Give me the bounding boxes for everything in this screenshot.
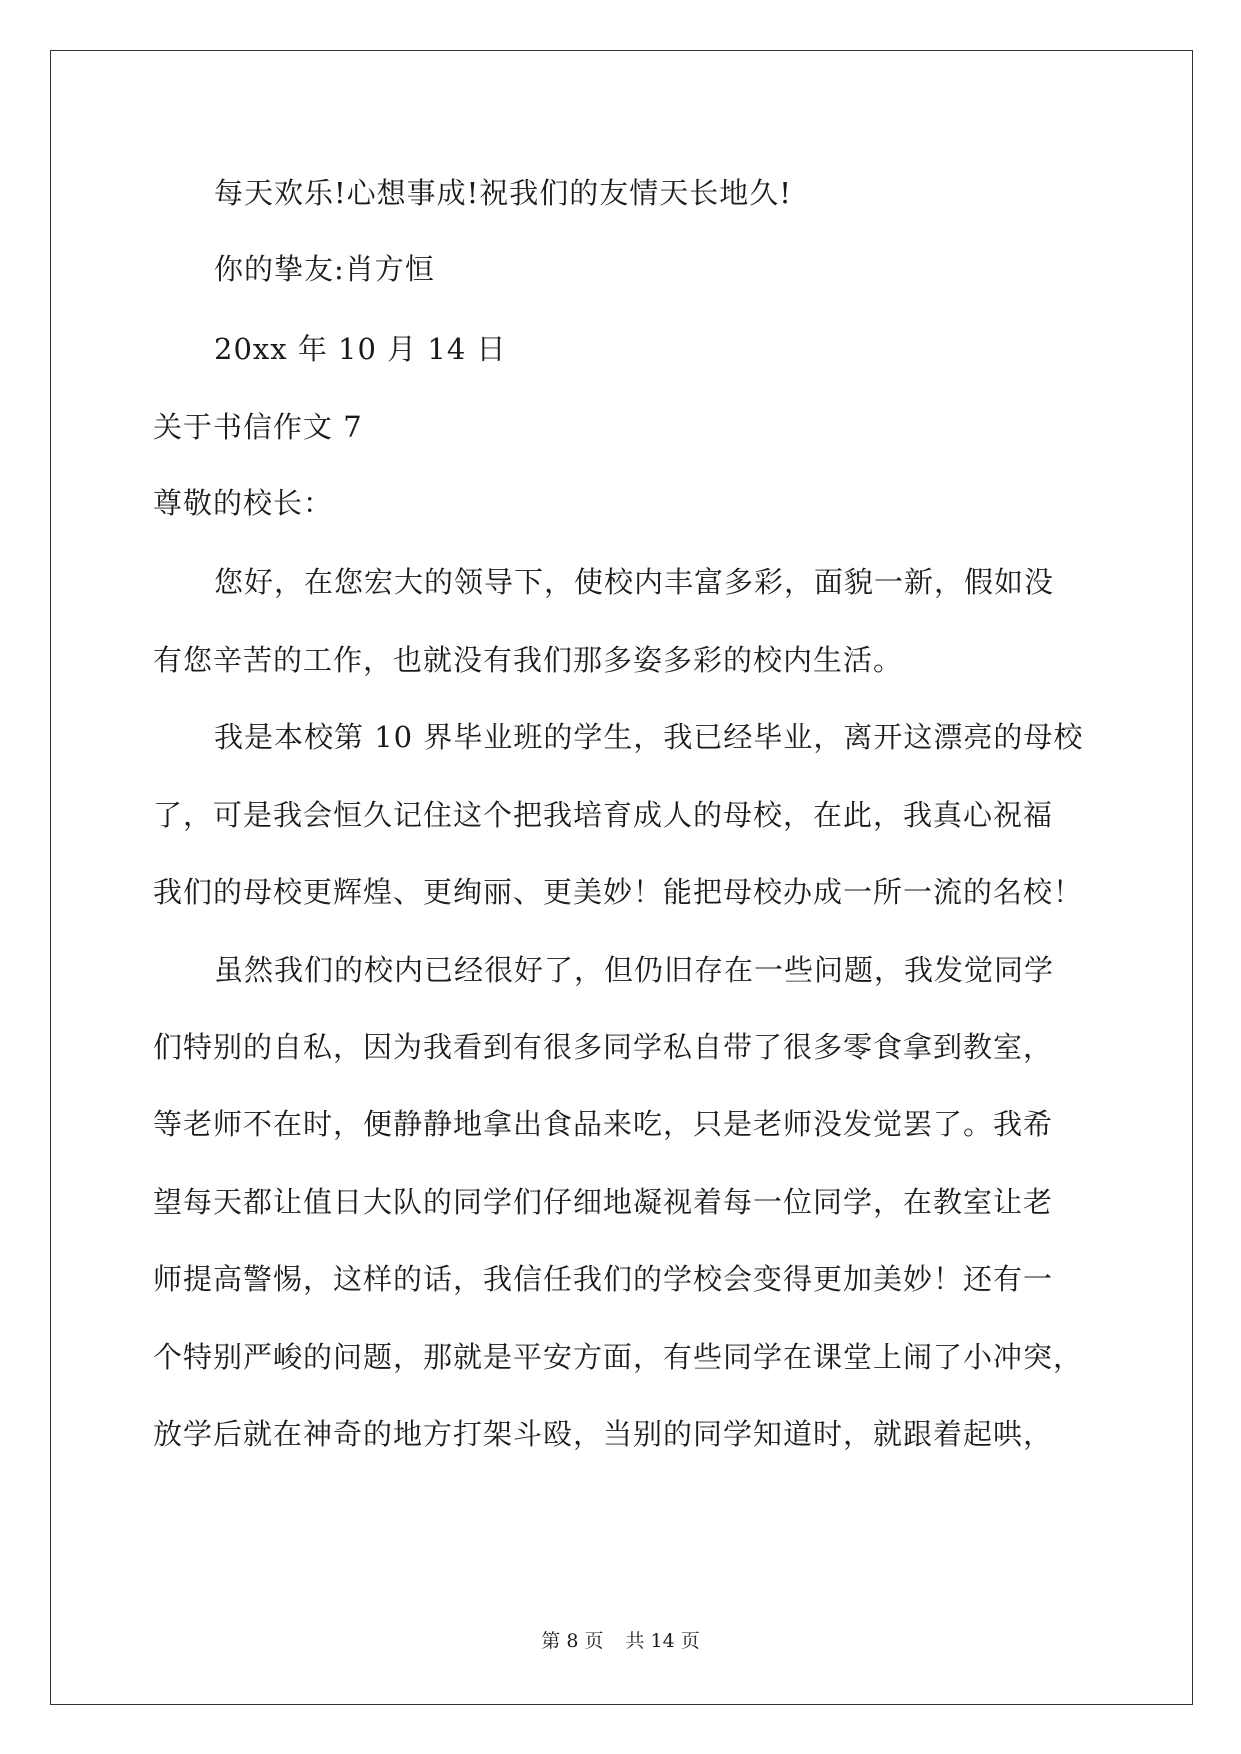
body-line: 等老师不在时，便静静地拿出食品来吃，只是老师没发觉罢了。我希 <box>153 1107 1054 1141</box>
body-line: 有您辛苦的工作，也就没有我们那多姿多彩的校内生活。 <box>153 643 904 677</box>
signature-line: 你的挚友:肖方恒 <box>214 252 435 286</box>
total-page-count: 共 14 页 <box>625 1630 700 1652</box>
current-page-number: 第 8 页 <box>541 1630 604 1652</box>
body-line: 虽然我们的校内已经很好了，但仍旧存在一些问题，我发觉同学 <box>214 953 1055 987</box>
body-line: 放学后就在神奇的地方打架斗殴，当别的同学知道时，就跟着起哄， <box>153 1417 1054 1451</box>
body-line: 望每天都让值日大队的同学们仔细地凝视着每一位同学，在教室让老 <box>153 1185 1054 1219</box>
body-line: 们特别的自私，因为我看到有很多同学私自带了很多零食拿到教室， <box>153 1030 1054 1064</box>
body-line: 师提高警惕，这样的话，我信任我们的学校会变得更加美妙！还有一 <box>153 1262 1054 1296</box>
closing-wish-line: 每天欢乐!心想事成!祝我们的友情天长地久! <box>214 176 792 210</box>
body-line: 我是本校第 10 界毕业班的学生，我已经毕业，离开这漂亮的母校 <box>214 720 1084 754</box>
section-heading: 关于书信作文 7 <box>153 410 363 444</box>
body-line: 您好，在您宏大的领导下，使校内丰富多彩，面貌一新，假如没 <box>214 565 1055 599</box>
salutation-line: 尊敬的校长： <box>153 486 334 520</box>
page-footer <box>0 1628 1241 1654</box>
date-line: 20xx 年 10 月 14 日 <box>214 332 507 366</box>
body-line: 我们的母校更辉煌、更绚丽、更美妙！能把母校办成一所一流的名校！ <box>153 875 1084 909</box>
body-line: 了，可是我会恒久记住这个把我培育成人的母校，在此，我真心祝福 <box>153 798 1054 832</box>
body-line: 个特别严峻的问题，那就是平安方面，有些同学在课堂上闹了小冲突， <box>153 1340 1084 1374</box>
